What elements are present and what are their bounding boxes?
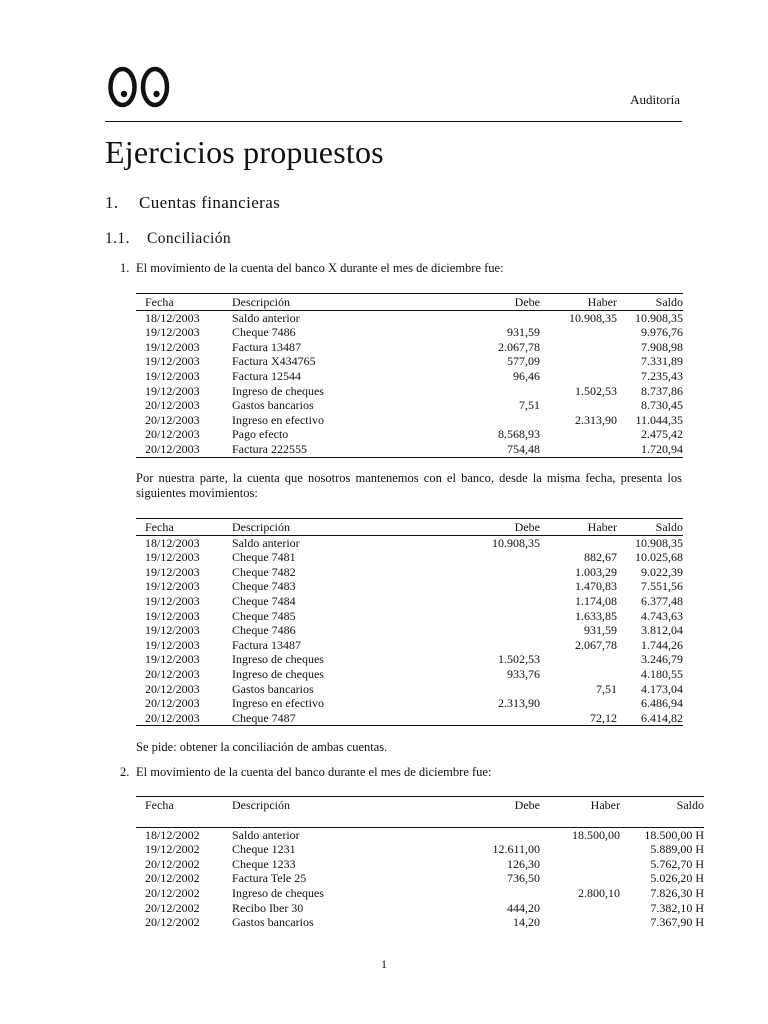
cell-description: Cheque 1233 [232, 856, 296, 871]
cell-balance: 9.022,39 [641, 564, 683, 579]
cell-date: 19/12/2003 [145, 593, 200, 608]
cell-credit: 18.500,00 [572, 827, 620, 842]
cell-balance: 9.976,76 [641, 325, 683, 340]
column-header: Saldo [617, 519, 683, 536]
cell-credit: 882,67 [584, 550, 617, 565]
cell-balance: 8.730,45 [641, 398, 683, 413]
cell-date: 20/12/2003 [136, 711, 232, 726]
cell-date: 19/12/2002 [145, 842, 200, 857]
table-row [136, 325, 683, 340]
cell-description: Gastos bancarios [232, 681, 314, 696]
cell-credit [540, 398, 617, 413]
exercise-1-intro: El movimiento de la cuenta del banco X durante el mes de diciembre fue: [136, 261, 504, 275]
chapter-logo [108, 66, 174, 113]
cell-date: 20/12/2002 [145, 915, 200, 930]
cell-debit [412, 413, 540, 428]
cell-debit: 10.908,35 [492, 535, 540, 550]
cell-credit: 1.003,29 [575, 564, 617, 579]
cell-debit: 96,46 [513, 368, 540, 383]
cell-date: 19/12/2003 [145, 368, 200, 383]
cell-credit: 2.067,78 [575, 637, 617, 652]
table-row [136, 667, 683, 682]
cell-date: 19/12/2003 [145, 325, 200, 340]
cell-description: Cheque 7484 [232, 593, 296, 608]
cell-description: Ingreso en efectivo [232, 412, 324, 427]
cell-credit: 1.470,83 [575, 579, 617, 594]
cell-debit [412, 711, 540, 726]
cell-balance: 7.551,56 [641, 579, 683, 594]
cell-description: Factura 13487 [232, 637, 301, 652]
table-row [136, 623, 683, 638]
cell-balance: 7.382,10 H [650, 900, 704, 915]
table-row [136, 696, 683, 711]
cell-balance: 4.173,04 [641, 681, 683, 696]
exercise-2-number: 2. [120, 765, 130, 779]
cell-debit: 2.313,90 [498, 696, 540, 711]
cell-credit: 931,59 [584, 623, 617, 638]
cell-date: 19/12/2003 [145, 637, 200, 652]
cell-debit: 577,09 [507, 354, 540, 369]
cell-credit: 1.502,53 [575, 383, 617, 398]
table-row [136, 915, 704, 930]
cell-date: 19/12/2003 [145, 579, 200, 594]
cell-date: 19/12/2003 [145, 339, 200, 354]
cell-date: 20/12/2002 [145, 885, 200, 900]
page-number: 1 [381, 957, 387, 971]
cell-debit [412, 565, 540, 580]
cell-debit: 1.502,53 [498, 652, 540, 667]
cell-balance: 5.762,70 H [650, 856, 704, 871]
column-header: Debe [412, 519, 540, 536]
cell-date: 19/12/2003 [145, 652, 200, 667]
cell-debit: 931,59 [507, 325, 540, 340]
cell-debit [412, 638, 540, 653]
table-row [136, 340, 683, 355]
column-header: Debe [412, 294, 540, 311]
header-rule [105, 121, 682, 122]
cell-credit [540, 871, 620, 886]
cell-credit: 7,51 [596, 681, 617, 696]
cell-credit [540, 696, 617, 711]
cell-debit: 12.611,00 [492, 842, 540, 857]
cell-date: 19/12/2003 [145, 564, 200, 579]
table-row [136, 886, 704, 901]
table-row [136, 354, 683, 369]
cell-debit: 7,51 [519, 398, 540, 413]
cell-debit: 8.568,93 [498, 427, 540, 442]
cell-description: Recibo Iber 30 [232, 900, 304, 915]
cell-debit [412, 550, 540, 565]
cell-debit [412, 310, 540, 325]
cell-description: Ingreso de cheques [232, 885, 324, 900]
table-row [136, 427, 683, 442]
cell-credit [540, 340, 617, 355]
cell-debit: 444,20 [507, 900, 540, 915]
table-row [136, 565, 683, 580]
column-header: Haber [540, 519, 617, 536]
cell-description: Ingreso de cheques [232, 666, 324, 681]
cell-balance: 6.414,82 [617, 711, 683, 726]
subsection-title: Conciliación [147, 230, 232, 247]
cell-balance: 18.500,00 H [644, 827, 704, 842]
cell-description: Factura X434765 [232, 354, 316, 369]
table-row [136, 842, 704, 857]
cell-credit [540, 442, 617, 457]
cell-credit [540, 354, 617, 369]
cell-debit: 736,50 [507, 871, 540, 886]
column-header: Descripción [232, 797, 412, 828]
cell-description: Pago efecto [232, 427, 289, 442]
cell-date: 19/12/2003 [145, 608, 200, 623]
cell-balance: 10.908,35 [635, 535, 683, 550]
table-row [136, 442, 683, 457]
cell-balance: 4.180,55 [641, 666, 683, 681]
table-row [136, 369, 683, 384]
cell-description: Cheque 7481 [232, 550, 296, 565]
cell-debit [412, 827, 540, 842]
cell-balance: 5.889,00 H [650, 842, 704, 857]
table-row [136, 550, 683, 565]
column-header: Debe [412, 797, 540, 828]
cell-balance: 1.744,26 [641, 637, 683, 652]
cell-description: Ingreso de cheques [232, 383, 324, 398]
column-header: Haber [540, 294, 617, 311]
cell-balance: 11.044,35 [635, 412, 683, 427]
cell-credit [540, 915, 620, 930]
cell-balance: 7.826,30 H [650, 885, 704, 900]
cell-date: 18/12/2002 [145, 827, 200, 842]
cell-date: 20/12/2003 [136, 442, 232, 457]
cell-credit [540, 901, 620, 916]
cell-credit [540, 535, 617, 550]
cell-date: 19/12/2003 [145, 383, 200, 398]
table-row [136, 901, 704, 916]
exercise-2-intro: El movimiento de la cuenta del banco durante el mes de diciembre fue: [136, 765, 492, 779]
table-row [136, 413, 683, 428]
cell-balance: 10.908,35 [635, 310, 683, 325]
table-row [136, 398, 683, 413]
cell-balance: 7.331,89 [641, 354, 683, 369]
cell-date: 20/12/2003 [145, 696, 200, 711]
section-number: 1. [105, 193, 119, 212]
cell-credit [540, 325, 617, 340]
cell-description: Cheque 7486 [232, 623, 296, 638]
running-header: Auditoría [630, 92, 680, 107]
cell-date: 20/12/2003 [145, 427, 200, 442]
cell-balance: 8.737,86 [641, 383, 683, 398]
bank-statement-table-2 [136, 796, 704, 930]
cell-balance: 6.377,48 [641, 593, 683, 608]
cell-debit [412, 384, 540, 399]
table-header-row [136, 294, 683, 311]
cell-credit: 1.633,85 [575, 608, 617, 623]
cell-balance: 2.475,42 [641, 427, 683, 442]
cell-debit [412, 609, 540, 624]
column-header: Descripción [232, 294, 412, 311]
cell-date: 20/12/2003 [145, 681, 200, 696]
cell-credit: 2.313,90 [575, 412, 617, 427]
chapter-number-glyph [108, 66, 174, 108]
column-header: Saldo [620, 797, 704, 828]
cell-description: Factura Tele 25 [232, 871, 307, 886]
cell-credit: 1.174,08 [575, 593, 617, 608]
cell-balance: 3.812,04 [641, 623, 683, 638]
cell-date: 20/12/2003 [145, 666, 200, 681]
table-row [136, 310, 683, 325]
cell-description: Cheque 7485 [232, 608, 296, 623]
cell-credit [540, 857, 620, 872]
cell-balance: 3.246,79 [641, 652, 683, 667]
cell-date: 20/12/2003 [145, 398, 200, 413]
cell-balance: 5.026,20 H [650, 871, 704, 886]
table-header-row [136, 797, 704, 828]
bank-statement-table [136, 293, 683, 458]
cell-debit [412, 886, 540, 901]
table-row [136, 535, 683, 550]
cell-description: Cheque 7482 [232, 564, 296, 579]
cell-description: Ingreso en efectivo [232, 696, 324, 711]
page-title: Ejercicios propuestos [105, 134, 384, 170]
cell-date: 18/12/2003 [145, 310, 200, 325]
cell-debit [412, 682, 540, 697]
cell-debit: 2.067,78 [498, 339, 540, 354]
column-header: Descripción [232, 519, 412, 536]
cell-balance: 7.367,90 H [650, 915, 704, 930]
cell-description: Cheque 1231 [232, 842, 296, 857]
cell-balance: 4.743,63 [641, 608, 683, 623]
table-row [136, 682, 683, 697]
cell-date: 18/12/2003 [145, 535, 200, 550]
cell-balance: 7.235,43 [641, 368, 683, 383]
cell-description: Factura 13487 [232, 339, 301, 354]
company-ledger-table [136, 518, 683, 726]
cell-credit [540, 652, 617, 667]
exercise-1-number: 1. [120, 261, 130, 275]
cell-balance: 1.720,94 [617, 442, 683, 457]
cell-debit: 126,30 [507, 856, 540, 871]
cell-debit: 754,48 [412, 442, 540, 457]
table-row [136, 857, 704, 872]
cell-debit [412, 579, 540, 594]
column-header: Fecha [136, 519, 232, 536]
cell-date: 19/12/2003 [145, 623, 200, 638]
cell-description: Cheque 7486 [232, 325, 296, 340]
cell-balance: 6.486,94 [641, 696, 683, 711]
cell-debit: 933,76 [507, 666, 540, 681]
column-header: Fecha [136, 294, 232, 311]
cell-description: Ingreso de cheques [232, 652, 324, 667]
cell-description: Saldo anterior [232, 310, 300, 325]
table-row [136, 384, 683, 399]
cell-description: Cheque 7483 [232, 579, 296, 594]
cell-description: Gastos bancarios [232, 915, 314, 930]
section-title: Cuentas financieras [139, 193, 281, 212]
cell-credit [540, 667, 617, 682]
table-row [136, 871, 704, 886]
cell-credit [540, 427, 617, 442]
cell-credit: 2.800,10 [578, 885, 620, 900]
table-row [136, 594, 683, 609]
column-header: Saldo [617, 294, 683, 311]
exercise-1-task: Se pide: obtener la conciliación de ambas cuentas. [136, 740, 388, 754]
cell-date: 20/12/2003 [145, 412, 200, 427]
cell-date: 20/12/2002 [145, 871, 200, 886]
cell-balance: 10.025,68 [635, 550, 683, 565]
cell-credit: 72,12 [540, 711, 617, 726]
table-row [136, 652, 683, 667]
table-row [136, 609, 683, 624]
cell-balance: 7.908,98 [641, 339, 683, 354]
cell-debit [412, 594, 540, 609]
cell-description: Gastos bancarios [232, 398, 314, 413]
cell-description: Factura 222555 [232, 442, 412, 457]
cell-credit [540, 369, 617, 384]
cell-debit: 14,20 [513, 915, 540, 930]
cell-description: Saldo anterior [232, 535, 300, 550]
cell-date: 20/12/2002 [145, 900, 200, 915]
cell-debit [412, 623, 540, 638]
table-row [136, 579, 683, 594]
cell-description: Cheque 7487 [232, 711, 412, 726]
column-header: Fecha [136, 797, 232, 828]
subsection-number: 1.1. [105, 230, 130, 247]
cell-date: 20/12/2002 [145, 856, 200, 871]
cell-credit: 10.908,35 [569, 310, 617, 325]
cell-date: 19/12/2003 [145, 550, 200, 565]
cell-credit [540, 842, 620, 857]
cell-date: 19/12/2003 [145, 354, 200, 369]
table-row [136, 638, 683, 653]
table-row [136, 827, 704, 842]
cell-description: Factura 12544 [232, 368, 301, 383]
table-row [136, 711, 683, 726]
column-header: Haber [540, 797, 620, 828]
cell-description: Saldo anterior [232, 827, 300, 842]
exercise-1-middle-text: Por nuestra parte, la cuenta que nosotros mantenemos con el banco, desde la misma fecha, presenta los siguientes movimientos: [136, 471, 682, 500]
table-header-row [136, 519, 683, 536]
